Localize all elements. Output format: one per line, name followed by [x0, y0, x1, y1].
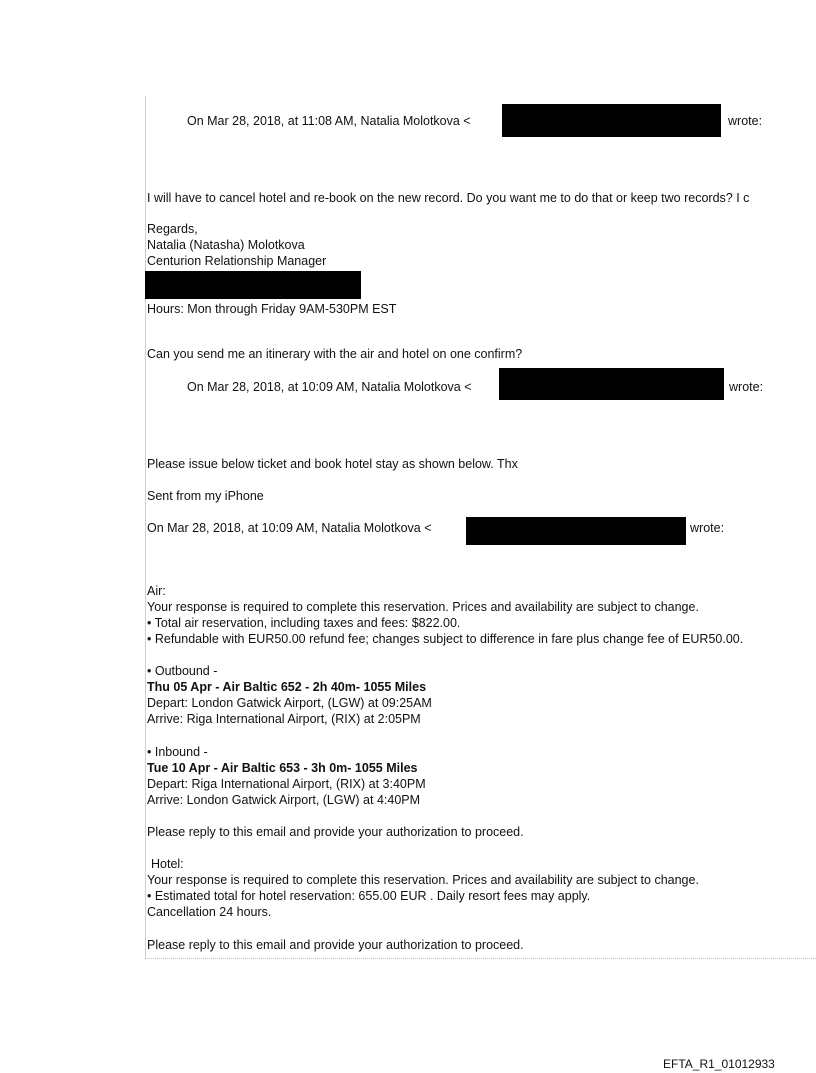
air-response: Your response is required to complete this reservation. Prices and availability are subject to change.: [147, 600, 699, 614]
signature-hours: Hours: Mon through Friday 9AM-530PM EST: [147, 302, 397, 316]
itinerary-question: Can you send me an itinerary with the air and hotel on one confirm?: [147, 347, 523, 361]
outbound-label: • Outbound -: [147, 664, 218, 678]
inbound-flight: Tue 10 Apr - Air Baltic 653 - 3h 0m- 1055 Miles: [147, 761, 418, 775]
air-total: • Total air reservation, including taxes and fees: $822.00.: [147, 616, 461, 630]
outbound-depart: Depart: London Gatwick Airport, (LGW) at 09:25AM: [147, 696, 432, 710]
redaction-box: [145, 271, 361, 299]
quote-border: [145, 96, 146, 958]
outbound-flight: Thu 05 Apr - Air Baltic 652 - 2h 40m- 1055 Miles: [147, 680, 427, 694]
redaction-box: [466, 517, 686, 545]
inbound-label: • Inbound -: [147, 745, 208, 759]
bottom-rule: [145, 958, 816, 959]
air-heading: Air:: [147, 584, 166, 598]
hotel-estimate: • Estimated total for hotel reservation: 655.00 EUR . Daily resort fees may apply.: [147, 889, 591, 903]
quote-header-1-text: On Mar 28, 2018, at 11:08 AM, Natalia Molotkova <: [187, 114, 471, 128]
quote-header-3-text: On Mar 28, 2018, at 10:09 AM, Natalia Molotkova <: [147, 521, 432, 535]
hotel-heading: Hotel:: [151, 857, 184, 871]
quote-header-2-wrote: wrote:: [729, 380, 764, 394]
hotel-cancellation: Cancellation 24 hours.: [147, 905, 272, 919]
cancel-paragraph: I will have to cancel hotel and re-book on the new record. Do you want me to do that or keep two records? I c: [147, 191, 750, 205]
air-refund: • Refundable with EUR50.00 refund fee; changes subject to difference in fare plus change fee of EUR50.00.: [147, 632, 744, 646]
signature-title: Centurion Relationship Manager: [147, 254, 327, 268]
inbound-arrive: Arrive: London Gatwick Airport, (LGW) at 4:40PM: [147, 793, 421, 807]
signature-regards: Regards,: [147, 222, 198, 236]
inbound-depart: Depart: Riga International Airport, (RIX) at 3:40PM: [147, 777, 426, 791]
outbound-arrive: Arrive: Riga International Airport, (RIX) at 2:05PM: [147, 712, 421, 726]
redaction-box: [499, 368, 724, 400]
issue-paragraph: Please issue below ticket and book hotel stay as shown below. Thx: [147, 457, 518, 471]
quote-header-2-text: On Mar 28, 2018, at 10:09 AM, Natalia Molotkova <: [187, 380, 472, 394]
signature-name: Natalia (Natasha) Molotkova: [147, 238, 305, 252]
quote-header-1-wrote: wrote:: [728, 114, 763, 128]
redaction-box: [502, 104, 721, 137]
quote-header-1: [187, 114, 471, 128]
document-id: EFTA_R1_01012933: [663, 1057, 775, 1071]
sent-from-iphone: Sent from my iPhone: [147, 489, 264, 503]
quote-header-3-wrote: wrote:: [690, 521, 725, 535]
air-reply: Please reply to this email and provide your authorization to proceed.: [147, 825, 524, 839]
hotel-reply: Please reply to this email and provide your authorization to proceed.: [147, 938, 524, 952]
hotel-response: Your response is required to complete this reservation. Prices and availability are subject to change.: [147, 873, 699, 887]
